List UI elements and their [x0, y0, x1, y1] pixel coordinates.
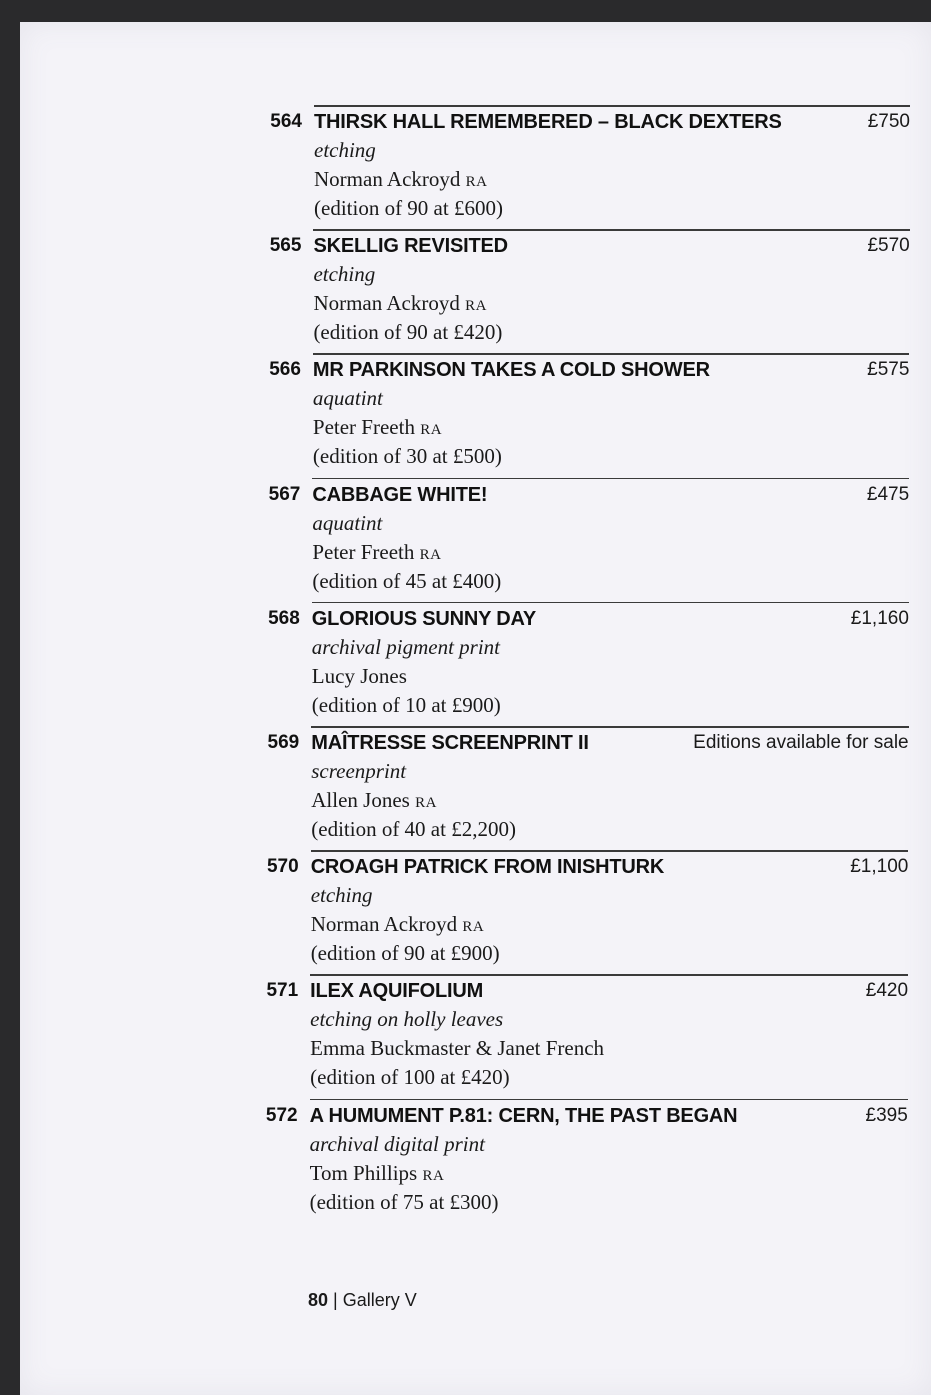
page-footer	[308, 1290, 417, 1311]
entry-artist-line	[310, 1160, 445, 1189]
entry-price: £1,100	[850, 856, 909, 878]
footer-separator: |	[333, 1290, 338, 1310]
entry-title: CABBAGE WHITE!	[312, 483, 488, 506]
entry-divider	[312, 602, 909, 604]
entry-divider	[313, 229, 909, 231]
entry-divider	[313, 353, 910, 355]
entry-number: 564	[270, 111, 302, 132]
entry-artist: Allen Jones	[311, 788, 410, 812]
entry-title: A HUMUMENT P.81: CERN, THE PAST BEGAN	[309, 1104, 738, 1127]
entry-medium: archival pigment print	[311, 634, 500, 659]
entry-number: 567	[268, 483, 301, 505]
entry-artist-line	[312, 663, 407, 689]
entry-artist-honour: RA	[422, 1167, 445, 1184]
entry-price: £570	[867, 235, 910, 257]
entry-artist: Norman Ackroyd	[313, 291, 460, 316]
entry-price: £420	[865, 980, 909, 1002]
entry-edition: (edition of 75 at £300)	[309, 1189, 499, 1214]
entry-number: 570	[266, 856, 299, 878]
catalogue-page	[20, 22, 931, 1395]
entry-divider	[310, 1099, 908, 1101]
entry-price: £1,160	[850, 607, 909, 629]
entry-artist: Norman Ackroyd	[310, 912, 458, 937]
entry-medium: etching	[313, 262, 376, 287]
entry-artist-line	[310, 1035, 604, 1061]
entry-artist-line	[311, 911, 484, 940]
entry-number: 565	[269, 235, 302, 257]
entry-edition: (edition of 40 at £2,200)	[311, 817, 516, 841]
entry-number: 572	[265, 1104, 298, 1126]
entry-divider	[311, 850, 909, 852]
entry-price: £395	[865, 1104, 908, 1126]
entry-artist: Lucy Jones	[311, 663, 407, 688]
entry-artist-honour: RA	[465, 174, 488, 190]
entry-medium: etching	[310, 883, 373, 908]
entry-artist-line	[313, 414, 442, 443]
entry-number: 568	[268, 607, 300, 629]
entry-number: 566	[269, 359, 301, 381]
entry-medium: aquatint	[312, 510, 383, 535]
entry-artist-honour: RA	[420, 422, 443, 439]
entry-medium: screenprint	[311, 759, 407, 783]
entry-divider	[312, 478, 909, 480]
footer-section: Gallery V	[342, 1290, 417, 1310]
entry-artist: Peter Freeth	[312, 539, 415, 564]
entry-title: MAÎTRESSE SCREENPRINT II	[311, 732, 589, 754]
entry-title: CROAGH PATRICK FROM INISHTURK	[310, 856, 665, 879]
entry-price: £575	[867, 359, 910, 381]
entry-edition: (edition of 90 at £600)	[314, 196, 503, 220]
entry-artist-honour: RA	[419, 546, 442, 563]
entry-title: MR PARKINSON TAKES A COLD SHOWER	[312, 359, 710, 382]
entry-divider	[311, 726, 908, 728]
entry-medium: archival digital print	[309, 1131, 485, 1156]
entry-number: 571	[266, 980, 299, 1002]
entry-artist-honour: RA	[415, 795, 437, 811]
entry-artist-line	[313, 290, 486, 319]
entry-divider	[314, 105, 910, 107]
entry-artist-honour: RA	[465, 298, 487, 315]
entry-price: £750	[867, 111, 910, 132]
page-number: 80	[308, 1290, 329, 1310]
entry-edition: (edition of 90 at £900)	[310, 941, 500, 966]
entry-artist-line	[312, 539, 441, 568]
entry-medium: etching	[314, 138, 376, 162]
entry-artist: Emma Buckmaster & Janet French	[310, 1036, 605, 1061]
entry-title: THIRSK HALL REMEMBERED – BLACK DEXTERS	[314, 111, 782, 133]
entry-title: SKELLIG REVISITED	[313, 235, 508, 258]
entry-number: 569	[267, 732, 300, 753]
entry-title: ILEX AQUIFOLIUM	[310, 980, 484, 1003]
entry-divider	[310, 974, 908, 976]
entry-medium: aquatint	[312, 386, 383, 411]
entry-price: £475	[866, 483, 910, 505]
entry-artist: Tom Phillips	[309, 1160, 418, 1185]
entry-edition: (edition of 100 at £420)	[310, 1065, 510, 1090]
entry-artist-line	[311, 787, 437, 816]
entry-medium: etching on holly leaves	[310, 1007, 504, 1032]
entry-artist: Norman Ackroyd	[314, 167, 461, 191]
entry-title: GLORIOUS SUNNY DAY	[311, 607, 537, 630]
entry-edition: (edition of 90 at £420)	[313, 320, 503, 345]
entry-edition: (edition of 30 at £500)	[312, 444, 502, 469]
entry-artist-honour: RA	[462, 919, 485, 936]
entry-edition: (edition of 45 at £400)	[312, 568, 502, 593]
entry-price: Editions available for sale	[693, 732, 909, 753]
entry-artist: Peter Freeth	[312, 415, 415, 440]
entry-edition: (edition of 10 at £900)	[311, 692, 501, 717]
entry-artist-line	[314, 166, 487, 195]
